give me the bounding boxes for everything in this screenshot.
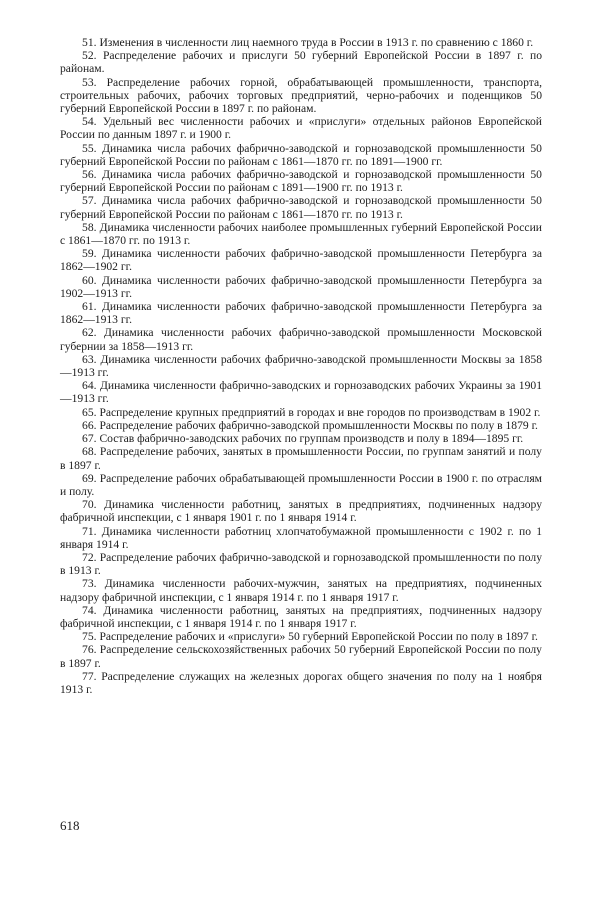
entry-text: Распределение крупных предприятий в городах и вне городов по производствам в 1902 г. xyxy=(99,405,541,419)
entry-number: 77. xyxy=(82,669,97,683)
list-item xyxy=(60,326,542,352)
entry-number: 71. xyxy=(82,524,97,538)
list-item xyxy=(60,472,542,498)
entry-text: Динамика численности работниц, занятых в предприятиях, подчиненных надзору фабричной инспекции, с 1 января 1901 г. по 1 января 1914 г. xyxy=(60,498,542,525)
entry-text: Динамика численности рабочих фабрично-заводской промышленности Петербурга за 1862—1902 гг. xyxy=(60,247,542,274)
list-item xyxy=(60,168,542,194)
entry-number: 70. xyxy=(82,498,97,512)
list-item xyxy=(60,353,542,379)
list-item xyxy=(60,221,542,247)
entry-number: 56. xyxy=(82,168,97,182)
list-item xyxy=(60,36,542,49)
list-item xyxy=(60,445,542,471)
list-item xyxy=(60,379,542,405)
entry-text: Динамика численности работниц хлопчатобумажной промышленности с 1902 г. по 1 января 1914 г. xyxy=(60,524,542,551)
entry-text: Распределение рабочих горной, обрабатывающей промышленности, транспорта, строительных рабочих, рабочих торговых предприятий, черно-рабочих и поденщиков 50 губерний Европейской России в 1897 г. по районам. xyxy=(60,75,542,116)
list-item xyxy=(60,406,542,419)
entry-text: Динамика численности рабочих фабрично-заводской промышленности Петербурга за 1862—1913 гг. xyxy=(60,300,542,327)
entry-text: Динамика численности рабочих наиболее промышленных губерний Европейской России с 1861—1870 гг. по 1913 г. xyxy=(60,220,542,248)
page-number: 618 xyxy=(60,818,80,833)
list-item xyxy=(60,577,542,603)
list-item xyxy=(60,630,542,643)
list-item xyxy=(60,49,542,75)
entry-text: Распределение сельскохозяйственных рабочих 50 губерний Европейской России по полу в 1897 г. xyxy=(60,643,542,670)
list-item xyxy=(60,498,542,524)
entry-text: Распределение служащих на железных дорогах общего значения по полу на 1 ноября 1913 г. xyxy=(60,669,542,696)
entry-number: 51. xyxy=(82,36,97,49)
entry-text: Распределение рабочих и «прислуги» 50 губерний Европейской России по полу в 1897 г. xyxy=(99,630,538,644)
list-item xyxy=(60,643,542,669)
entry-number: 52. xyxy=(82,49,97,63)
entry-text: Распределение рабочих обрабатывающей промышленности России в 1900 г. по отраслям и полу. xyxy=(60,471,542,498)
entry-text: Состав фабрично-заводских рабочих по группам производств и полу в 1894—1895 гг. xyxy=(99,432,524,446)
list-item xyxy=(60,274,542,300)
list-item xyxy=(60,194,542,220)
entry-text: Распределение рабочих и прислуги 50 губерний Европейской России в 1897 г. по районам. xyxy=(60,49,542,76)
entry-number: 63. xyxy=(82,352,97,366)
list-item xyxy=(60,432,542,445)
entry-number: 73. xyxy=(82,577,97,591)
entry-number: 65. xyxy=(82,405,97,419)
entry-text: Динамика числа рабочих фабрично-заводской и горнозаводской промышленности 50 губерний Европейской России по районам с 1891—1900 гг. по 1913 г. xyxy=(60,168,542,195)
list-item xyxy=(60,115,542,141)
list-item xyxy=(60,247,542,273)
list-item xyxy=(60,76,542,116)
entry-number: 60. xyxy=(82,273,97,287)
entry-number: 69. xyxy=(82,471,97,485)
entry-text: Динамика численности фабрично-заводских и горнозаводских рабочих Украины за 1901—1913 гг. xyxy=(60,379,542,406)
entry-text: Распределение рабочих, занятых в промышленности России, по группам занятий и полу в 1897 г. xyxy=(60,445,542,472)
entry-number: 54. xyxy=(82,115,97,129)
entry-number: 57. xyxy=(82,194,97,208)
entry-number: 74. xyxy=(82,603,97,617)
entry-text: Динамика числа рабочих фабрично-заводской и горнозаводской промышленности 50 губерний Европейской России по районам с 1861—1870 гг. по 1913 г. xyxy=(60,194,542,221)
entry-text: Динамика численности рабочих фабрично-заводской промышленности Петербурга за 1902—1913 гг. xyxy=(60,273,542,300)
entry-number: 53. xyxy=(82,75,97,89)
entry-text: Изменения в численности лиц наемного труда в России в 1913 г. по сравнению с 1860 г. xyxy=(99,36,534,49)
entry-text: Распределение рабочих фабрично-заводской и горнозаводской промышленности по полу в 1913 г. xyxy=(60,550,542,578)
list-item xyxy=(60,142,542,168)
entry-text: Динамика численности работниц, занятых на предприятиях, подчиненных надзору фабричной инспекции, с 1 января 1914 г. по 1 января 1917 г. xyxy=(60,603,542,630)
entry-text: Динамика численности рабочих фабрично-заводской промышленности Московской губернии за 1858—1913 гг. xyxy=(60,326,542,353)
entry-text: Динамика числа рабочих фабрично-заводской и горнозаводской промышленности 50 губерний Европейской России по районам с 1861—1870 гг. по 1891—1900 гг. xyxy=(60,141,542,168)
entry-number: 67. xyxy=(82,432,97,446)
entry-number: 75. xyxy=(82,630,97,644)
entry-number: 59. xyxy=(82,247,97,261)
entry-text: Распределение рабочих фабрично-заводской промышленности Москвы по полу в 1879 г. xyxy=(99,418,538,432)
entry-number: 68. xyxy=(82,445,97,459)
list-item xyxy=(60,419,542,432)
entry-text: Динамика численности рабочих-мужчин, занятых на предприятиях, подчиненных надзору фабричной инспекции, с 1 января 1914 г. по 1 января 1917 г. xyxy=(60,577,542,604)
entry-number: 64. xyxy=(82,379,97,393)
list-item xyxy=(60,525,542,551)
entry-number: 66. xyxy=(82,418,97,432)
entry-number: 62. xyxy=(82,326,97,340)
entry-number: 61. xyxy=(82,300,97,314)
list-item xyxy=(60,551,542,577)
entry-number: 72. xyxy=(82,550,97,564)
list-item xyxy=(60,670,542,696)
entry-number: 55. xyxy=(82,141,97,155)
list-item xyxy=(60,604,542,630)
entry-number: 58. xyxy=(82,220,97,234)
entry-number: 76. xyxy=(82,643,97,657)
table-of-contents-list xyxy=(60,36,542,696)
entry-text: Удельный вес численности рабочих и «прислуги» отдельных районов Европейской России по данным 1897 г. и 1900 г. xyxy=(60,115,542,142)
list-item xyxy=(60,300,542,326)
entry-text: Динамика численности рабочих фабрично-заводской промышленности Москвы за 1858—1913 гг. xyxy=(60,352,542,380)
